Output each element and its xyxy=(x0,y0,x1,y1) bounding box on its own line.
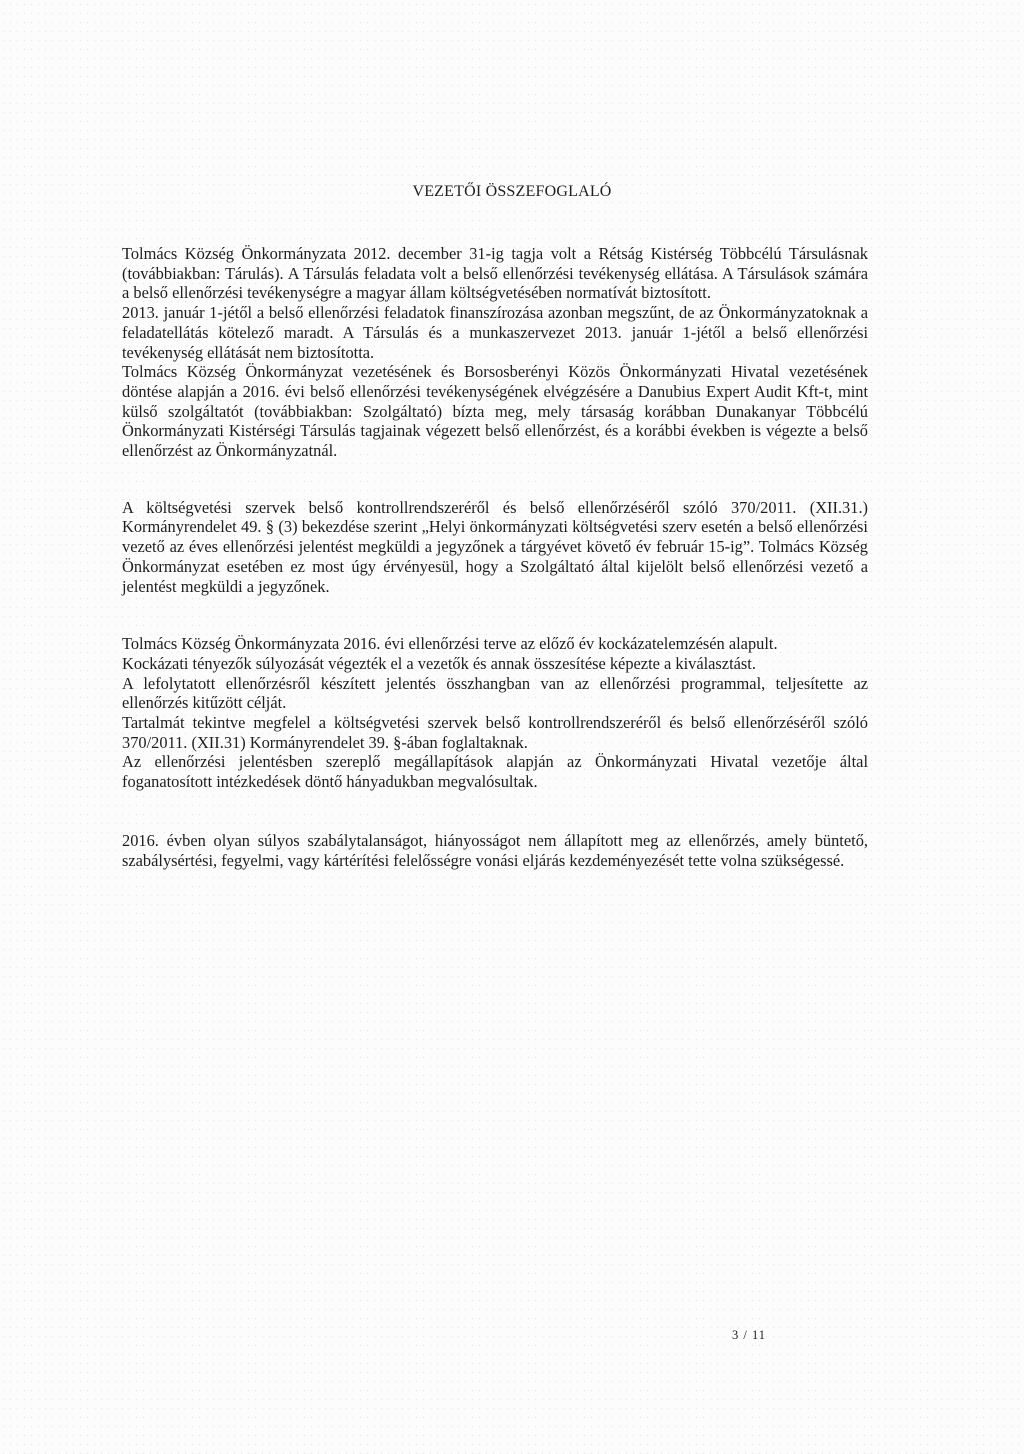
paragraph-service-provider: Tolmács Község Önkormányzat vezetésének és Borsosberényi Közös Önkormányzati Hivatal vezetésének döntése alapján a 2016. évi belső ellenőrzési tevékenységének elvégzésére a Danubius Expert Audit Kft-t, mint külső szolgáltatót (továbbiakban: Szolgáltató) bízta meg, mely társaság korábban Dunakanyar Többcélú Önkormányzati Kistérségi Társulás tagjainak végezett belső ellenőrzést, és a korábbi években is végezte a belső ellenőrzést az Önkormányzatnál. xyxy=(122,362,868,461)
document-body xyxy=(122,244,868,870)
paragraph-spacer xyxy=(122,596,868,634)
paragraph-membership: Tolmács Község Önkormányzata 2012. december 31-ig tagja volt a Rétság Kistérség Többcélú Társulásnak (továbbiakban: Tárulás). A Társulás feladata volt a belső ellenőrzési tevékenység ellátása. A Társulások számára a belső ellenőrzési tevékenységre a magyar állam költségvetésében normatívát biztosított. xyxy=(122,244,868,303)
page-number: 3 / 11 xyxy=(732,1328,767,1342)
paragraph-measures: Az ellenőrzési jelentésben szereplő megállapítások alapján az Önkormányzati Hivatal vezetője által foganatosított intézkedések döntő hányadukban megvalósultak. xyxy=(122,752,868,792)
paragraph-audit-plan: Tolmács Község Önkormányzata 2016. évi ellenőrzési terve az előző év kockázatelemzésén alapult. xyxy=(122,634,778,654)
paragraph-spacer xyxy=(122,792,868,831)
paragraph-spacer xyxy=(122,461,868,498)
paragraph-regulation: A költségvetési szervek belső kontrollrendszeréről és belső ellenőrzéséről szóló 370/2011. (XII.31.) Kormányrendelet 49. § (3) bekezdése szerint „Helyi önkormányzati költségvetési szerv esetén a belső ellenőrzési vezető az éves ellenőrzési jelentést megküldi a jegyzőnek a tárgyévet követő év február 15-ig”. Tolmács Község Önkormányzat esetében ez most úgy érvényesül, hogy a Szolgáltató által kijelölt belső ellenőrzési vezető a jelentést megküldi a jegyzőnek. xyxy=(122,497,868,596)
paragraph-report-consistency: A lefolytatott ellenőrzésről készített jelentés összhangban van az ellenőrzési programmal, teljesítette az ellenőrzés kitűzött célját. xyxy=(122,673,868,713)
paragraph-financing: 2013. január 1-jétől a belső ellenőrzési feladatok finanszírozása azonban megszűnt, de az Önkormányzatoknak a feladatellátás kötelező maradt. A Társulás és a munkaszervezet 2013. január 1-jétől a belső ellenőrzési tevékenység ellátását nem biztosította. xyxy=(122,303,868,362)
paragraph-content-compliance: Tartalmát tekintve megfelel a költségvetési szervek belső kontrollrendszeréről és belső ellenőrzéséről szóló 370/2011. (XII.31) Kormányrendelet 39. §-ában foglaltaknak. xyxy=(122,713,868,752)
paragraph-risk-factors: Kockázati tényezők súlyozását végezték el a vezetők és annak összesítése képezte a kiválasztást. xyxy=(122,653,756,673)
paragraph-findings: 2016. évben olyan súlyos szabálytalanságot, hiányosságot nem állapított meg az ellenőrzés, amely büntető, szabálysértési, fegyelmi, vagy kártérítési felelősségre vonási eljárás kezdeményezését tette volna szükségessé. xyxy=(122,830,868,870)
document-title: VEZETŐI ÖSSZEFOGLALÓ xyxy=(412,183,612,200)
